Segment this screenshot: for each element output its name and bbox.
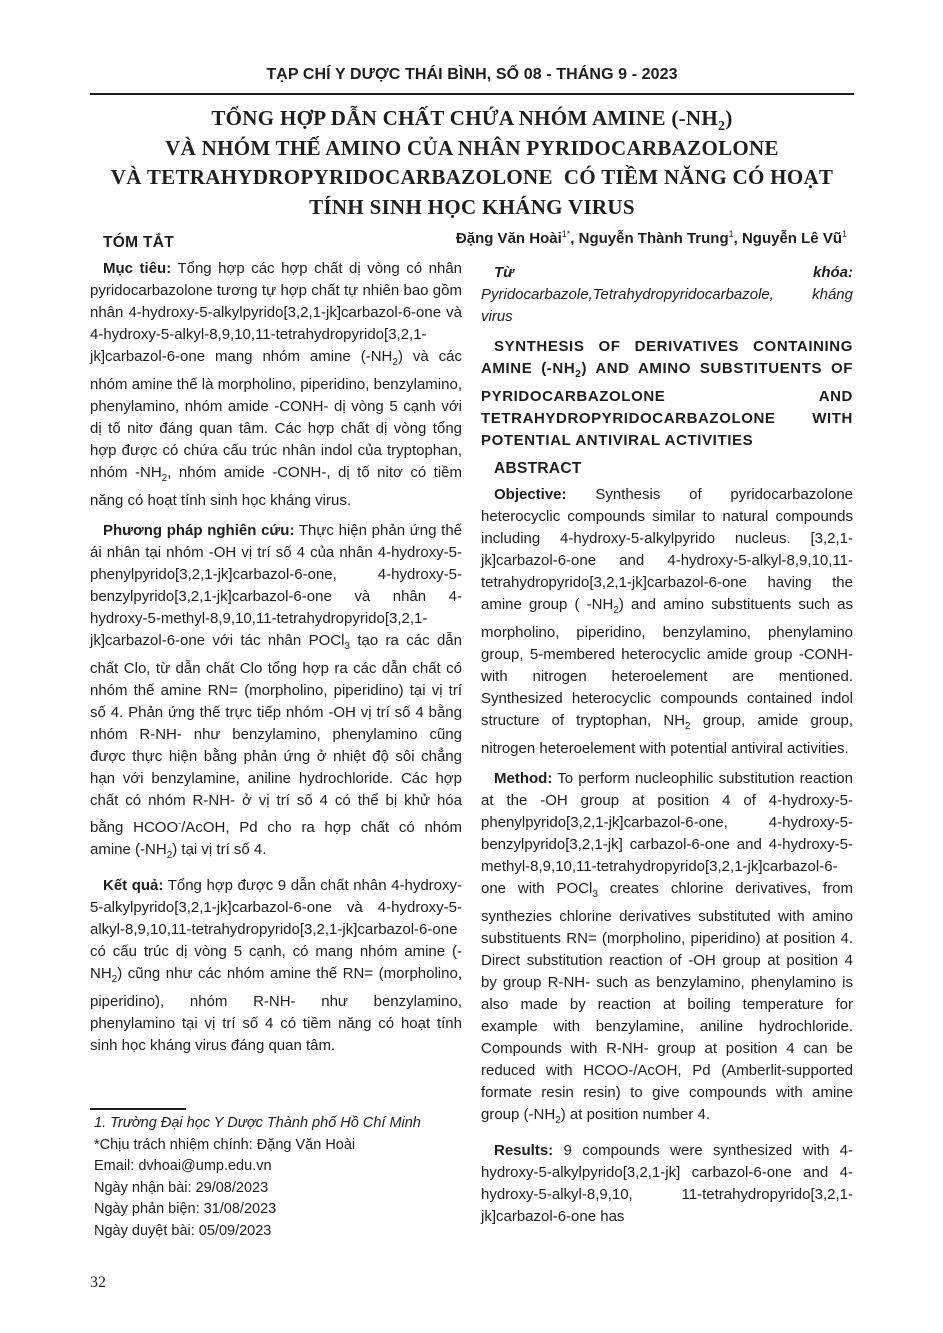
objective-label-en: Objective: xyxy=(494,486,567,503)
objective-label-vn: Mục tiêu: xyxy=(103,260,172,277)
method-sup-1: - xyxy=(178,818,182,828)
method-text-1: Thực hiện phản ứng thế ái nhân tại nhóm -OH vị trí số 4 của nhân 4-hydroxy-5-phenylpyrido[3,2,1-jk]carbazol-6-one, 4-hydroxy-5-benzylpyrido[3,2,1-jk]carbazol-6-one và nhân 4-hydroxy-5-methyl-8,9,10,11-tetrahydropyrido[3,2,1-jk]carbazol-6-one với tác nhân POCl xyxy=(90,522,462,649)
footnote-affiliation: 1. Trường Đại học Y Dược Thành phố Hồ Chí Minh xyxy=(94,1115,421,1131)
objective-sub-2: 2 xyxy=(161,473,168,484)
result-paragraph-en xyxy=(481,1140,853,1228)
method-paragraph-vn xyxy=(90,520,462,867)
author-1-sup: 1* xyxy=(561,229,571,239)
objective-en-text-3: group, amide group, nitrogen heteroelement with potential antiviral activities. xyxy=(481,712,853,757)
title-line-2: VÀ NHÓM THẾ AMINO CỦA NHÂN PYRIDOCARBAZOLONE xyxy=(165,135,779,160)
footnote-reviewed: Ngày phản biện: 31/08/2023 xyxy=(94,1201,277,1217)
method-sub-1: 3 xyxy=(344,641,350,652)
title-line-1-close: ) xyxy=(725,106,733,130)
abstract-heading-en: ABSTRACT xyxy=(494,460,582,477)
author-2: Nguyễn Thành Trung xyxy=(578,230,729,247)
author-3: Nguyễn Lê Vũ xyxy=(741,230,842,247)
method-en-sub-2: 2 xyxy=(555,1115,561,1126)
article-title-en xyxy=(481,336,853,452)
footnote-received: Ngày nhận bài: 29/08/2023 xyxy=(94,1179,269,1196)
header-rule xyxy=(90,93,854,95)
left-column xyxy=(90,232,462,1065)
objective-paragraph-vn xyxy=(90,258,462,512)
page-number: 32 xyxy=(90,1274,106,1291)
objective-en-text-1: Synthesis of pyridocarbazolone heterocyclic compounds similar to natural compounds including 4-hydroxy-5-alkylpyrido nucleus. [3,2,1-jk]carbazol-6-one and 4-hydroxy-5-alkyl-8,9,10,11-tetrahydropyrido[3,2,1-jk]carbazol-6-one having the amine group ( -NH xyxy=(481,486,853,613)
objective-text-1: Tổng hợp các hợp chất dị vòng có nhân pyridocarbazolone tương tự hợp chất tự nhiên bao gồm nhân 4-hydroxy-5-alkylpyrido[3,2,1-jk]carbazol-6-one và 4-hydroxy-5-alkyl-8,9,10,11-tetrahydropyrido[3,2,1-jk]carbazol-6-one mang nhóm amine (-NH xyxy=(90,260,462,365)
objective-text-3: , nhóm amide -CONH-, dị tố nitơ có tiềm năng có hoạt tính sinh học kháng virus. xyxy=(90,464,462,509)
footnote-email: Email: dvhoai@ump.edu.vn xyxy=(94,1158,272,1174)
objective-text-2: ) và các nhóm amine thế là morpholino, piperidino, benzylamino, phenylamino, nhóm amide -CONH- dị vòng 5 cạnh với dị tố nitơ đáng quan tâm. Các hợp chất dị vòng tổng hợp được có chứa cấu trúc nhân indol của tryptophan, nhóm -NH xyxy=(90,348,462,481)
en-title-text-1: SYNTHESIS OF DERIVATIVES CONTAINING AMINE (-NH xyxy=(481,338,853,377)
keywords-label: Từ khóa: xyxy=(494,264,853,281)
title-line-3: VÀ TETRAHYDROPYRIDOCARBAZOLONE CÓ TIỀM NĂNG CÓ HOẠT xyxy=(110,165,834,189)
right-column xyxy=(481,262,853,1236)
en-title-sub: 2 xyxy=(575,369,582,380)
result-paragraph-vn xyxy=(90,875,462,1057)
article-title-vn xyxy=(90,104,854,222)
objective-sub-1: 2 xyxy=(392,357,398,368)
result-en-text-1: 9 compounds were synthesized with 4-hydroxy-5-alkylpyrido[3,2,1-jk] carbazol-6-one and 4-hydroxy-5-alkyl-8,9,10, 11-tetrahydropyrido[3,2,1-jk]carbazol-6-one has xyxy=(481,1142,853,1225)
keywords xyxy=(481,262,853,328)
authors: Đặng Văn Hoài$^{1*}$, Nguyễn Thành Trung$^1$, Nguyễn Lê $Vũ^1$ xyxy=(455,229,847,247)
title-line-1 xyxy=(90,104,854,134)
method-paragraph-en xyxy=(481,768,853,1132)
method-label-vn: Phương pháp nghiên cứu: xyxy=(103,522,295,539)
method-en-text-1: To perform nucleophilic substitution reaction at the -OH group at position 4 of 4-hydroxy-5-phenylpyrido[3,2,1-jk]carbazol-6-one, 4-hydroxy-5- benzylpyrido[3,2,1-jk] carbazol-6-one and 4-hydroxy-5-methyl-8,9,10,11-tetrahydropyrido[3,2,1-jk]carbazol-6-one with POCl xyxy=(481,770,853,897)
method-en-text-3: ) at position number 4. xyxy=(560,1106,710,1123)
method-sub-2: 2 xyxy=(166,850,173,861)
method-text-4: ) tại vị trí số 4. xyxy=(172,841,267,858)
method-text-2: tạo ra các dẫn chất Clo, từ dẫn chất Clo tổng hợp ra các dẫn chất có nhóm thế amine RN= (morpholino, piperidino) tại vị trí số 4. Phản ứng thế trực tiếp nhóm -OH vị trí số 4 bằng nhóm R-NH- như benzylamino, phenylamino cũng được thực hiện bằng phản ứng ở nhiệt độ sôi chẳng hạn với benzylamine, aniline hydrochloride. Các hợp chất có nhóm R-NH- ở vị trí số 4 có thể bị khử hóa bằng HCOO xyxy=(90,632,462,836)
author-2-sup: 1 xyxy=(728,229,734,239)
journal-header: TẠP CHÍ Y DƯỢC THÁI BÌNH, SỐ 08 - THÁNG 9 - 2023 xyxy=(266,66,678,83)
title-line-1-text: TỔNG HỢP DẪN CHẤT CHỨA NHÓM AMINE (-NH xyxy=(211,106,719,130)
author-3-sup: 1 xyxy=(841,229,847,239)
en-title-text-2: ) AND AMINO SUBSTITUENTS OF PYRIDOCARBAZOLONE AND TETRAHYDROPYRIDOCARBAZOLONE WITH POTENTIAL ANTIVIRAL ACTIVITIES xyxy=(481,360,853,449)
result-text-1: Tổng hợp được 9 dẫn chất nhân 4-hydroxy-5-alkylpyrido[3,2,1-jk]carbazol-6-one và 4-hydroxy-5-alkyl-8,9,10,11-tetrahydropyrido[3,2,1-jk]carbazol-6-one có cấu trúc dị vòng 5 cạnh, có mang nhóm amine (-NH xyxy=(90,877,463,982)
keywords-text: Pyridocarbazole,Tetrahydropyridocarbazole, kháng virus xyxy=(481,286,853,325)
title-line-4: TÍNH SINH HỌC KHÁNG VIRUS xyxy=(309,194,635,219)
method-label-en: Method: xyxy=(494,770,553,787)
author-1: Đặng Văn Hoài xyxy=(455,230,562,247)
footnote-rule xyxy=(90,1108,186,1110)
result-sub-1: 2 xyxy=(111,974,118,985)
result-text-2: ) cũng như các nhóm amine thế RN= (morpholino, piperidino), nhóm R-NH- như benzylamino, phenylamino tại vị trí số 4 có tiềm năng có hoạt tính sinh học kháng virus đáng quan tâm. xyxy=(90,965,462,1054)
method-en-sub-1: 3 xyxy=(592,889,598,900)
footnote-accepted: Ngày duyệt bài: 05/09/2023 xyxy=(94,1222,272,1239)
objective-paragraph-en xyxy=(481,484,853,760)
title-subscript: 2 xyxy=(718,119,726,135)
result-label-en: Results: xyxy=(494,1142,554,1159)
abstract-heading-vn: TÓM TẮT xyxy=(103,234,174,251)
objective-en-sub-1: 2 xyxy=(613,605,619,616)
objective-en-sub-2: 2 xyxy=(685,721,691,732)
result-label-vn: Kết quả: xyxy=(103,877,164,894)
objective-en-text-2: ) and amino substituents such as morpholino, piperidino, benzylamino, phenylamino group, 5-membered heterocyclic amide group -CONH- with nitrogen heteroelement are mentioned. Synthesized heterocyclic compounds contained indol structure of tryptophan, NH xyxy=(481,596,853,729)
method-en-text-2: creates chlorine derivatives, from synthezies chlorine derivatives substituted with amino substituents RN= (morpholino, piperidino) at position 4. Direct substitution reaction of -OH group at position 4 by group R-NH- such as benzylamino, phenylamino is also made by reaction at boiling temperature for example with benzylamine, aniline hydrochloride. Compounds with R-NH- group at position 4 can be reduced with HCOO-/AcOH, Pd (Amberlit-supported formate resin resin) to give compounds with amine group (-NH xyxy=(481,880,853,1123)
method-text-3: /AcOH, Pd cho ra hợp chất có nhóm amine (-NH xyxy=(90,819,462,858)
footnotes xyxy=(90,1108,462,1242)
footnote-corresponding: *Chịu trách nhiệm chính: Đặng Văn Hoài xyxy=(94,1136,356,1153)
